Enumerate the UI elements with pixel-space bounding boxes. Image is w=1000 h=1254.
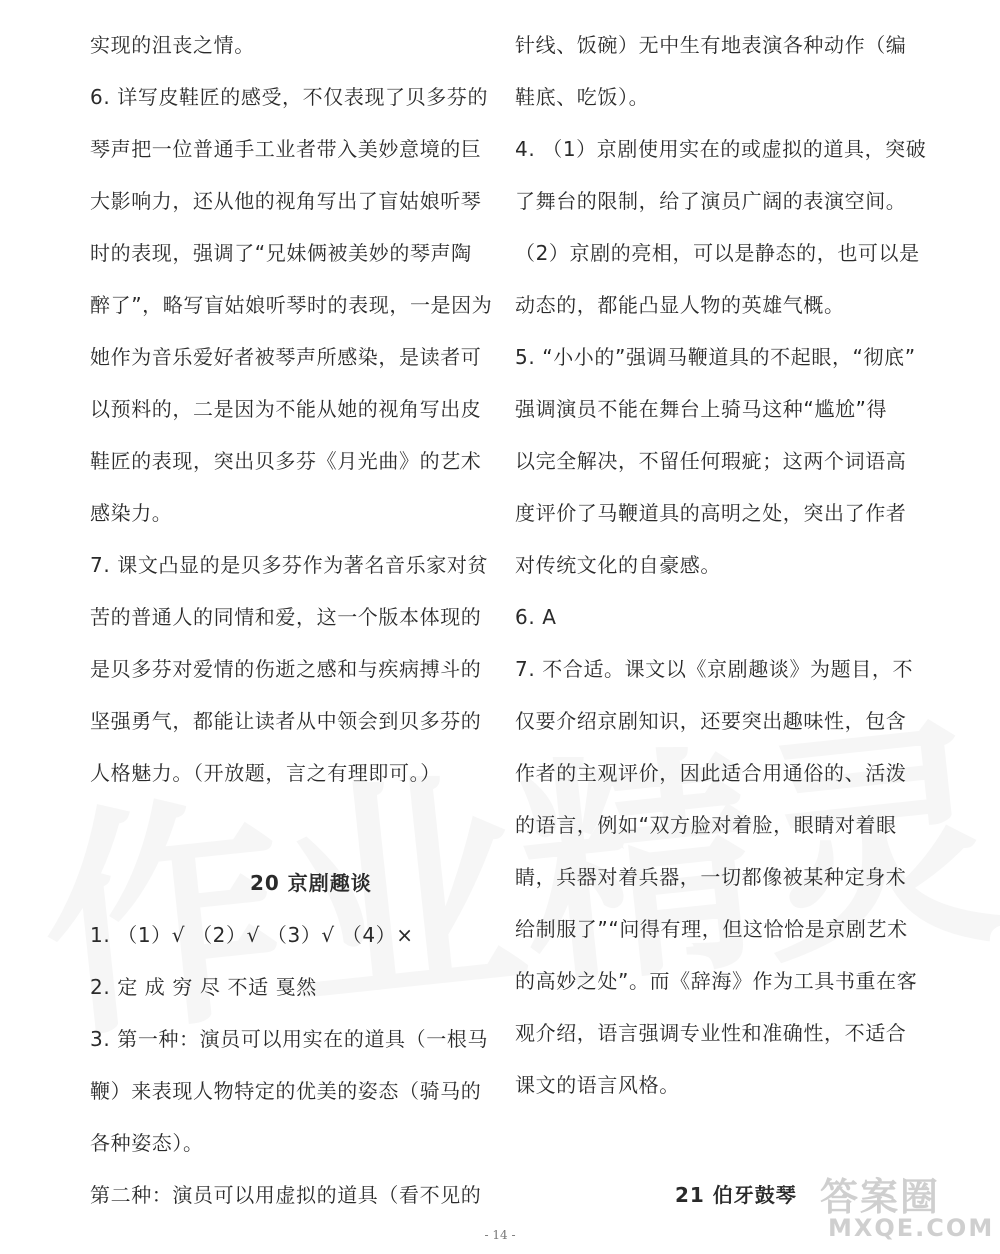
text-line: 课文的语言风格。 — [515, 1073, 680, 1097]
text-line: 苦的普通人的同情和爱，这一个版本体现的 — [90, 605, 482, 629]
text-line: 7. 课文凸显的是贝多芬作为著名音乐家对贫 — [90, 553, 489, 577]
text-line: 的语言，例如“双方脸对着脸，眼睛对着眼 — [515, 813, 897, 837]
answer-line: 1. （1）√ （2）√ （3）√ （4）× — [90, 923, 414, 947]
answer-line: 3. 第一种：演员可以用实在的道具（一根马 — [90, 1027, 489, 1051]
text-line: 仅要介绍京剧知识，还要突出趣味性，包含 — [515, 709, 907, 733]
text-line: 了舞台的限制，给了演员广阔的表演空间。 — [515, 189, 907, 213]
text-line: 4. （1）京剧使用实在的或虚拟的道具，突破 — [515, 137, 927, 161]
logo-title: 答案圈 — [820, 1175, 941, 1219]
text-line: 对传统文化的自豪感。 — [515, 553, 721, 577]
text-line: 是贝多芬对爱情的伤逝之感和与疾病搏斗的 — [90, 657, 482, 681]
text-line: 大影响力，还从他的视角写出了盲姑娘听琴 — [90, 189, 482, 213]
text-line: 琴声把一位普通手工业者带入美妙意境的巨 — [90, 137, 482, 161]
text-line: 观介绍，语言强调专业性和准确性，不适合 — [515, 1021, 907, 1045]
text-line: 给制服了”“问得有理，但这恰恰是京剧艺术 — [515, 917, 908, 941]
text-line: 动态的，都能凸显人物的英雄气概。 — [515, 293, 845, 317]
text-line: 时的表现，强调了“兄妹俩被美妙的琴声陶 — [90, 241, 472, 265]
answer-line: 2. 定 成 穷 尽 不适 戛然 — [90, 975, 317, 999]
text-line: 以预料的，二是因为不能从她的视角写出皮 — [90, 397, 482, 421]
text-line: 度评价了马鞭道具的高明之处，突出了作者 — [515, 501, 907, 525]
text-line: 6. A — [515, 605, 557, 629]
text-line: 5. “小小的”强调马鞭道具的不起眼，“彻底” — [515, 345, 916, 369]
answer-line: 各种姿态）。 — [90, 1131, 204, 1155]
text-line: 坚强勇气，都能让读者从中领会到贝多芬的 — [90, 709, 482, 733]
text-line: 人格魅力。（开放题，言之有理即可。） — [90, 761, 441, 785]
text-line: 睛，兵器对着兵器，一切都像被某种定身术 — [515, 865, 907, 889]
text-line: 以完全解决，不留任何瑕疵；这两个词语高 — [515, 449, 907, 473]
logo-url: MXQE.COM — [828, 1214, 995, 1242]
text-line: 6. 详写皮鞋匠的感受，不仅表现了贝多芬的 — [90, 85, 489, 109]
text-line: 作者的主观评价，因此适合用通俗的、活泼 — [515, 761, 907, 785]
text-line: 实现的沮丧之情。 — [90, 33, 255, 57]
text-line: 她作为音乐爱好者被琴声所感染，是读者可 — [90, 345, 482, 369]
text-line: 的高妙之处”。而《辞海》作为工具书重在客 — [515, 969, 918, 993]
text-line: 感染力。 — [90, 501, 173, 525]
text-line: （2）京剧的亮相，可以是静态的，也可以是 — [515, 241, 920, 265]
text-line: 强调演员不能在舞台上骑马这种“尴尬”得 — [515, 397, 888, 421]
answer-line: 鞭）来表现人物特定的优美的姿态（骑马的 — [90, 1079, 482, 1103]
section-heading-21: 21 伯牙鼓琴 — [675, 1183, 797, 1207]
text-line: 醉了”，略写盲姑娘听琴时的表现，一是因为 — [90, 293, 493, 317]
text-line: 针线、饭碗）无中生有地表演各种动作（编 — [515, 33, 907, 57]
section-heading-20: 20 京剧趣谈 — [250, 871, 372, 895]
text-line: 鞋匠的表现，突出贝多芬《月光曲》的艺术 — [90, 449, 482, 473]
page-number: - 14 - — [484, 1228, 516, 1242]
text-line: 7. 不合适。课文以《京剧趣谈》为题目，不 — [515, 657, 914, 681]
text-line: 鞋底、吃饭）。 — [515, 85, 650, 109]
answer-line: 第二种：演员可以用虚拟的道具（看不见的 — [90, 1183, 482, 1207]
